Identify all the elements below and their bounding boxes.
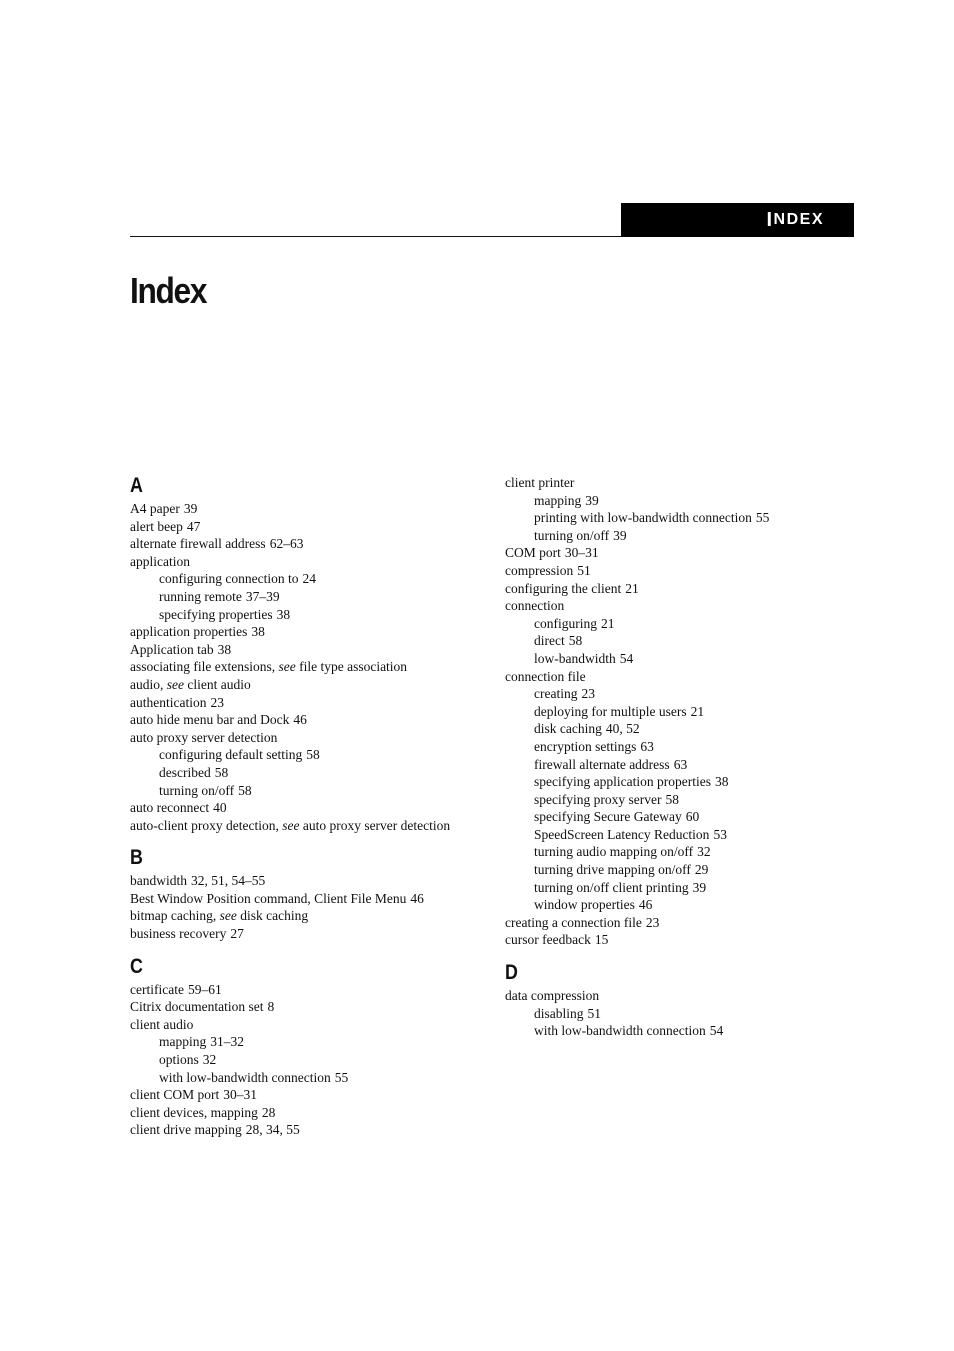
- entry-term: with low-bandwidth connection: [159, 1069, 331, 1085]
- index-entry: [505, 668, 845, 686]
- section-letter: D: [505, 961, 518, 985]
- entry-pages: 21: [625, 580, 639, 596]
- index-subentry: [505, 650, 845, 668]
- index-entry: [130, 553, 470, 571]
- see-reference-target: client audio: [187, 676, 251, 692]
- entry-term: described: [159, 764, 211, 780]
- entry-term: connection file: [505, 668, 586, 684]
- entry-pages: 38: [217, 641, 232, 657]
- index-entry: [130, 641, 470, 659]
- index-subentry: [130, 1033, 470, 1051]
- index-section: [130, 844, 470, 942]
- entry-pages: 15: [594, 932, 609, 948]
- entry-term: with low-bandwidth connection: [534, 1023, 706, 1039]
- index-section: [130, 472, 470, 834]
- entry-pages: 23: [210, 694, 224, 710]
- entry-pages: 32: [202, 1052, 217, 1068]
- entry-pages: 8: [267, 999, 275, 1015]
- entry-pages: 21: [690, 703, 705, 719]
- index-subentry: [505, 756, 845, 774]
- index-subentry: [505, 720, 845, 738]
- index-section: [130, 953, 470, 1139]
- entry-term: specifying application properties: [534, 774, 711, 790]
- index-column-right: [505, 474, 845, 1040]
- index-entry: [130, 729, 470, 747]
- index-entry: [130, 799, 470, 817]
- entry-term: turning on/off: [534, 527, 610, 543]
- index-entry: [130, 535, 470, 553]
- entry-term: associating file extensions,: [130, 659, 276, 675]
- index-subentry: [505, 527, 845, 545]
- index-subentry: [505, 773, 845, 791]
- entry-pages: 58: [238, 782, 252, 798]
- entry-term: alternate firewall address: [130, 536, 266, 552]
- entry-pages: 39: [183, 501, 198, 516]
- entry-term: turning on/off client printing: [534, 879, 689, 895]
- entry-pages: 46: [293, 712, 307, 728]
- entry-pages: 58: [214, 764, 229, 780]
- index-entry: [130, 998, 470, 1016]
- index-subentry: [505, 738, 845, 756]
- entry-term: printing with low-bandwidth connection: [534, 510, 752, 526]
- entry-term: configuring the client: [505, 580, 622, 596]
- entry-term: A4 paper: [130, 501, 180, 516]
- entry-pages: 21: [601, 615, 615, 631]
- entry-term: direct: [534, 633, 565, 649]
- entry-term: mapping: [159, 1034, 207, 1050]
- entry-pages: 46: [410, 890, 424, 906]
- index-section: [505, 959, 845, 1040]
- index-entry: [505, 474, 845, 492]
- entry-term: configuring: [534, 615, 597, 631]
- index-entry: [505, 544, 845, 562]
- section-letter: B: [130, 846, 143, 870]
- entry-pages: 63: [673, 756, 688, 772]
- entry-term: authentication: [130, 694, 207, 710]
- section-letter: A: [130, 474, 143, 497]
- entry-term: disabling: [534, 1005, 584, 1021]
- entry-term: SpeedScreen Latency Reduction: [534, 826, 710, 842]
- entry-term: client audio: [130, 1016, 194, 1032]
- entry-term: Application tab: [130, 641, 214, 657]
- index-section: [505, 474, 845, 949]
- section-letter: C: [130, 954, 143, 978]
- entry-term: creating: [534, 686, 578, 702]
- index-subentry: [130, 746, 470, 764]
- entry-pages: 46: [638, 897, 653, 913]
- index-entry: [505, 562, 845, 580]
- index-entry: [130, 1086, 470, 1104]
- entry-term: compression: [505, 562, 574, 578]
- index-entry: [505, 580, 845, 598]
- entry-term: client printer: [505, 475, 575, 490]
- entry-pages: 62–63: [269, 536, 304, 552]
- entry-pages: 58: [306, 747, 320, 763]
- entry-pages: 58: [665, 791, 679, 807]
- entry-term: auto hide menu bar and Dock: [130, 712, 290, 728]
- entry-pages: 39: [585, 492, 599, 508]
- index-subentry: [505, 492, 845, 510]
- entry-term: application: [130, 553, 190, 569]
- entry-pages: 39: [613, 527, 627, 543]
- entry-pages: 60: [685, 809, 700, 825]
- index-entry: [130, 500, 470, 518]
- entry-pages: 27: [230, 926, 244, 942]
- index-subentry: [505, 509, 845, 527]
- see-reference-target: disk caching: [240, 908, 309, 924]
- entry-term: low-bandwidth: [534, 650, 616, 666]
- entry-pages: 38: [276, 606, 291, 622]
- entry-term: configuring connection to: [159, 571, 299, 587]
- entry-term: certificate: [130, 981, 184, 997]
- index-subentry: [505, 808, 845, 826]
- index-subentry: [505, 632, 845, 650]
- index-entry: [130, 925, 470, 943]
- index-entry: [505, 987, 845, 1005]
- entry-term: disk caching: [534, 721, 602, 737]
- entry-pages: 53: [713, 826, 727, 842]
- index-subentry: [130, 764, 470, 782]
- index-entry: [130, 981, 470, 999]
- index-subentry: [505, 685, 845, 703]
- see-reference-marker: see: [278, 659, 296, 675]
- entry-term: specifying proxy server: [534, 791, 662, 807]
- entry-term: client COM port: [130, 1087, 220, 1103]
- see-reference-marker: see: [282, 817, 300, 833]
- entry-pages: 47: [186, 518, 201, 534]
- index-entry: [130, 623, 470, 641]
- entry-pages: 38: [251, 624, 265, 640]
- entry-term: mapping: [534, 492, 582, 508]
- entry-pages: 55: [334, 1069, 349, 1085]
- index-entry: [130, 694, 470, 712]
- header-rule: [130, 236, 622, 237]
- entry-pages: 51: [577, 562, 591, 578]
- index-column-left: [130, 472, 470, 1139]
- entry-term: auto reconnect: [130, 800, 210, 816]
- index-subentry: [130, 570, 470, 588]
- entry-pages: 28, 34, 55: [245, 1122, 300, 1138]
- entry-term: configuring default setting: [159, 747, 303, 763]
- index-subentry: [505, 879, 845, 897]
- index-entry: [130, 518, 470, 536]
- entry-pages: 29: [694, 862, 709, 878]
- entry-pages: 23: [645, 914, 660, 930]
- entry-term: specifying properties: [159, 606, 273, 622]
- see-reference-marker: see: [166, 676, 184, 692]
- header-rest: NDEX: [773, 211, 824, 228]
- entry-term: encryption settings: [534, 738, 637, 754]
- entry-term: turning drive mapping on/off: [534, 862, 691, 878]
- entry-term: data compression: [505, 988, 600, 1004]
- index-entry: [505, 914, 845, 932]
- entry-pages: 30–31: [223, 1087, 257, 1103]
- entry-term: audio,: [130, 676, 164, 692]
- see-reference-target: auto proxy server detection: [302, 817, 451, 833]
- index-subentry: [130, 1069, 470, 1087]
- index-subentry: [505, 1022, 845, 1040]
- entry-term: deploying for multiple users: [534, 703, 687, 719]
- index-entry: [130, 711, 470, 729]
- index-subentry: [505, 896, 845, 914]
- running-header-tab: [621, 203, 854, 237]
- entry-term: turning audio mapping on/off: [534, 844, 694, 860]
- index-subentry: [130, 606, 470, 624]
- entry-term: client devices, mapping: [130, 1104, 258, 1120]
- index-subentry: [130, 1051, 470, 1069]
- index-entry: [130, 1121, 470, 1139]
- entry-pages: 40: [213, 800, 227, 816]
- entry-term: firewall alternate address: [534, 756, 670, 772]
- entry-term: business recovery: [130, 926, 227, 942]
- index-entry: [130, 1104, 470, 1122]
- entry-pages: 63: [640, 738, 654, 754]
- index-subentry: [505, 843, 845, 861]
- index-subentry: [505, 791, 845, 809]
- entry-pages: 24: [302, 571, 316, 587]
- entry-term: COM port: [505, 545, 561, 561]
- index-entry: [130, 676, 470, 694]
- index-entry: [130, 1016, 470, 1034]
- entry-term: creating a connection file: [505, 914, 642, 930]
- index-entry: [130, 658, 470, 676]
- entry-term: window properties: [534, 897, 635, 913]
- entry-term: client drive mapping: [130, 1122, 242, 1138]
- entry-term: bandwidth: [130, 873, 187, 889]
- entry-pages: 54: [619, 650, 634, 666]
- entry-term: running remote: [159, 588, 242, 604]
- index-entry: [130, 872, 470, 890]
- index-entry: [130, 817, 470, 835]
- index-subentry: [505, 861, 845, 879]
- index-entry: [505, 597, 845, 615]
- index-subentry: [505, 1005, 845, 1023]
- entry-term: options: [159, 1052, 199, 1068]
- entry-pages: 38: [714, 774, 729, 790]
- index-subentry: [505, 826, 845, 844]
- see-reference-marker: see: [219, 908, 237, 924]
- entry-pages: 32, 51, 54–55: [191, 873, 266, 889]
- entry-pages: 30–31: [564, 545, 599, 561]
- entry-pages: 40, 52: [605, 721, 640, 737]
- entry-pages: 23: [581, 686, 595, 702]
- entry-pages: 58: [568, 633, 583, 649]
- entry-term: specifying Secure Gateway: [534, 809, 682, 825]
- page-title: Index: [130, 270, 207, 311]
- entry-pages: 32: [697, 844, 711, 860]
- entry-term: application properties: [130, 624, 248, 640]
- entry-term: connection: [505, 598, 565, 614]
- entry-term: alert beep: [130, 518, 183, 534]
- entry-term: auto-client proxy detection,: [130, 817, 279, 833]
- entry-term: auto proxy server detection: [130, 729, 278, 745]
- index-entry: [130, 890, 470, 908]
- entry-term: cursor feedback: [505, 932, 591, 948]
- entry-pages: 28: [261, 1104, 276, 1120]
- index-subentry: [505, 703, 845, 721]
- entry-pages: 55: [755, 510, 770, 526]
- entry-pages: 54: [709, 1023, 724, 1039]
- index-subentry: [130, 782, 470, 800]
- entry-pages: 59–61: [187, 981, 222, 997]
- entry-term: turning on/off: [159, 782, 235, 798]
- header-cap: I: [766, 208, 774, 231]
- index-subentry: [505, 615, 845, 633]
- index-entry: [130, 907, 470, 925]
- entry-pages: 51: [587, 1005, 601, 1021]
- entry-term: Best Window Position command, Client File Menu: [130, 890, 407, 906]
- entry-pages: 37–39: [245, 588, 280, 604]
- entry-term: Citrix documentation set: [130, 999, 264, 1015]
- see-reference-target: file type association: [299, 659, 408, 675]
- index-subentry: [130, 588, 470, 606]
- entry-pages: 31–32: [210, 1034, 244, 1050]
- entry-pages: 39: [692, 879, 707, 895]
- entry-term: bitmap caching,: [130, 908, 217, 924]
- index-entry: [505, 931, 845, 949]
